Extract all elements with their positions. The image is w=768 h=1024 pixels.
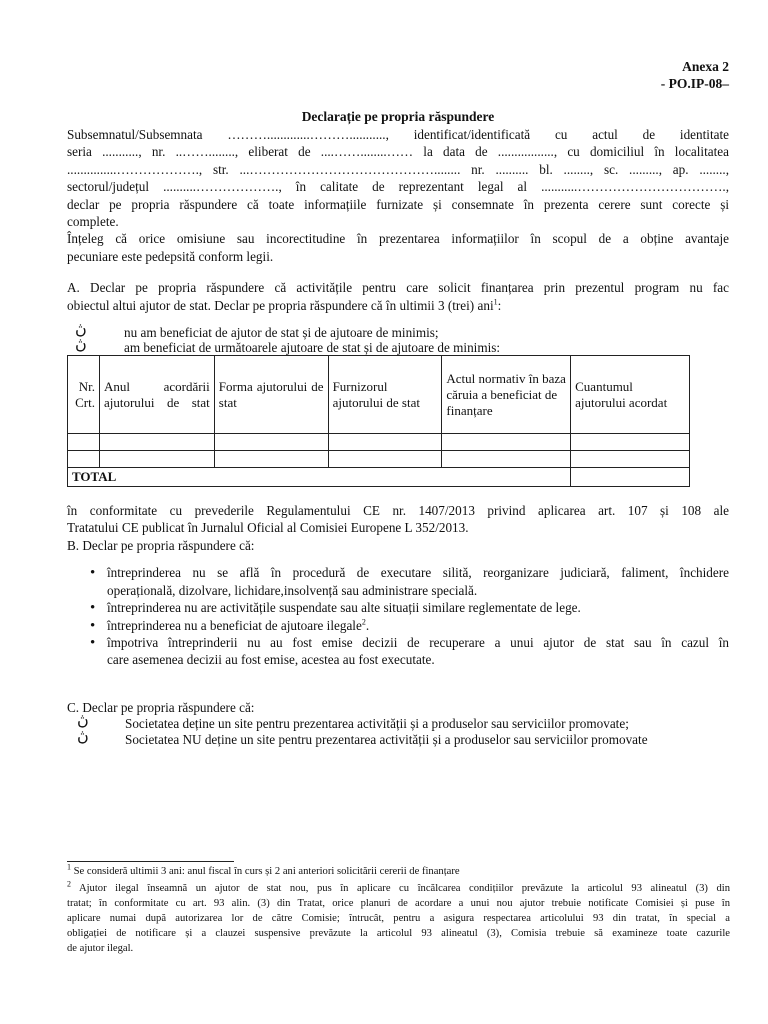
- option-label: Societatea deține un site pentru prezentarea activității și a produselor sau serviciilor promovate;: [125, 716, 629, 732]
- section-c-heading: C. Declar pe propria răspundere că:: [67, 699, 255, 715]
- table-cell[interactable]: [328, 434, 442, 451]
- table-cell[interactable]: [99, 434, 214, 451]
- header-anul: Anul acordării ajutorului de stat: [99, 356, 214, 434]
- intro-line: sectorul/județul ..........………………., în calitate de reprezentant legal al ...........…………………………….,: [67, 179, 729, 195]
- list-item: • întreprinderea nu are activitățile suspendate sau alte situații similare reglementate de lege.: [107, 599, 729, 616]
- table-row[interactable]: [68, 434, 690, 451]
- table-cell[interactable]: [214, 434, 328, 451]
- option-has-site[interactable]: [67, 712, 729, 732]
- document-page: [67, 58, 729, 748]
- table-cell[interactable]: [571, 451, 690, 468]
- header-nr: Nr. Crt.: [68, 356, 100, 434]
- checkbox-icon[interactable]: ڽ: [75, 321, 87, 339]
- footnote-separator: [67, 861, 234, 862]
- state-aid-table: [67, 355, 690, 487]
- section-a-line: A. Declar pe propria răspundere că activitățile pentru care solicit finanțarea prin prezentul program nu fac: [67, 280, 729, 296]
- section-a: [67, 279, 729, 355]
- footnote-1: $^1$ Se consideră ultimii 3 ani: anul fiscal în curs și 2 ani anteriori solicitării cererii de finanțare: [67, 862, 460, 877]
- conformity-paragraph: [67, 502, 729, 537]
- header-act: Actul normativ în baza căruia a beneficiat de finanțare: [442, 356, 571, 434]
- intro-line: pecuniare este pedepsită conform legii.: [67, 248, 274, 264]
- option-label: Societatea NU deține un site pentru prezentarea activității și a produselor sau serviciilor promovate: [125, 732, 648, 748]
- checkbox-icon[interactable]: ڽ: [77, 728, 89, 746]
- option-received-aid[interactable]: [67, 336, 729, 356]
- header-forma: Forma ajutorului de stat: [214, 356, 328, 434]
- header-cuantum: Cuantumul ajutorului acordat: [571, 356, 690, 434]
- procedure-code: - PO.IP-08–: [660, 76, 729, 91]
- table-cell[interactable]: [442, 451, 571, 468]
- annex-label: Anexa 2: [682, 59, 729, 74]
- table-cell[interactable]: [442, 434, 571, 451]
- page-title: Declarație pe propria răspundere: [301, 109, 495, 124]
- footnote-number: 1: [67, 862, 71, 872]
- table-cell[interactable]: [328, 451, 442, 468]
- option-no-aid[interactable]: [67, 321, 729, 341]
- table-cell[interactable]: [68, 451, 100, 468]
- footnote-number: 2: [67, 879, 71, 889]
- section-b-heading: B. Declar pe propria răspundere că:: [67, 537, 255, 553]
- total-label: TOTAL: [68, 468, 571, 487]
- footnote-ref-1: 1: [493, 297, 498, 307]
- intro-line: Subsemnatul/Subsemnata ……….............………..........., identificat/identificată cu actul de identitate: [67, 126, 729, 142]
- list-item: • întreprinderea nu se află în procedură de executare silită, reorganizare judiciară, faliment, închidere operațională, dizolvare, lichidare,insolvență sau administrare specială.: [107, 564, 729, 599]
- list-item: • împotriva întreprinderii nu au fost emise decizii de recuperare a unui ajutor de stat sau în cazul în care asemenea decizii au fost emise, acestea au fost executate.: [107, 634, 729, 669]
- conformity-line: Tratatului CE publicat în Jurnalul Oficial al Comisiei Europene L 352/2013.: [67, 520, 469, 536]
- table-cell[interactable]: [214, 451, 328, 468]
- total-value-cell[interactable]: [571, 468, 690, 487]
- list-item: • întreprinderea nu a beneficiat de ajutoare ilegale$^2$.: [107, 617, 729, 634]
- intro-line: ...............………………., str. ...……………………………………........ nr. .......... bl. ........, sc. ........., ap. ........,: [67, 161, 729, 177]
- intro-line: declar pe propria răspundere că toate informațiile furnizate și consemnate în prezenta cerere sunt corecte și: [67, 196, 729, 212]
- table-cell[interactable]: [99, 451, 214, 468]
- option-label: nu am beneficiat de ajutor de stat și de ajutoare de minimis;: [124, 325, 439, 341]
- option-no-site[interactable]: [67, 728, 729, 748]
- table-header-row: [68, 356, 690, 434]
- intro-line: complete.: [67, 213, 119, 229]
- intro-line: seria ..........., nr. ..……........, eliberat de ....……........…… la data de ................., cu domiciliul în localitatea: [67, 144, 729, 160]
- section-b: [67, 537, 729, 669]
- section-a-line: obiectul altui ajutor de stat. Declar pe propria răspundere că în ultimii 3 (trei) ani$^1$:: [67, 297, 502, 313]
- checkbox-icon[interactable]: ڽ: [77, 712, 89, 730]
- intro-line: Înțeleg că orice omisiune sau incorectitudine în prezentarea informațiilor în scopul de a obține avantaje: [67, 231, 729, 247]
- footnote-ref-2: 2: [361, 617, 366, 627]
- header-furnizor: Furnizorul ajutorului de stat: [328, 356, 442, 434]
- checkbox-icon[interactable]: ڽ: [75, 336, 87, 354]
- table-row[interactable]: [68, 451, 690, 468]
- declaration-list: [67, 564, 729, 669]
- table-cell[interactable]: [571, 434, 690, 451]
- section-c: [67, 699, 729, 748]
- footnote-2: $^2$ Ajutor ilegal înseamnă un ajutor de stat nou, pus în aplicare cu încălcarea condițiilor prevăzute la articolul 93 alineatul (3) din tratat; în conformitate cu art. 93 alin. (3) din Tratat, orice planuri de acordare a unui nou ajutor trebuie notificate Comisiei și puse în aplicare numai după autorizarea lor de către Comisie; întrucât, pentru a asigura respectarea articolului 93 din tratat, în special a obligației de notificare și a clauzei suspensive prevăzute la articolul 93 alineatul (3), Comisia trebuie să examineze toate cazurile de ajutor ilegal.: [67, 879, 730, 954]
- table-cell[interactable]: [68, 434, 100, 451]
- intro-paragraph: [67, 126, 729, 265]
- table-total-row: [68, 468, 690, 487]
- option-label: am beneficiat de următoarele ajutoare de stat și de ajutoare de minimis:: [124, 340, 501, 356]
- conformity-line: în conformitate cu prevederile Regulamentului CE nr. 1407/2013 privind aplicarea art. 107 și 108 ale: [67, 503, 729, 519]
